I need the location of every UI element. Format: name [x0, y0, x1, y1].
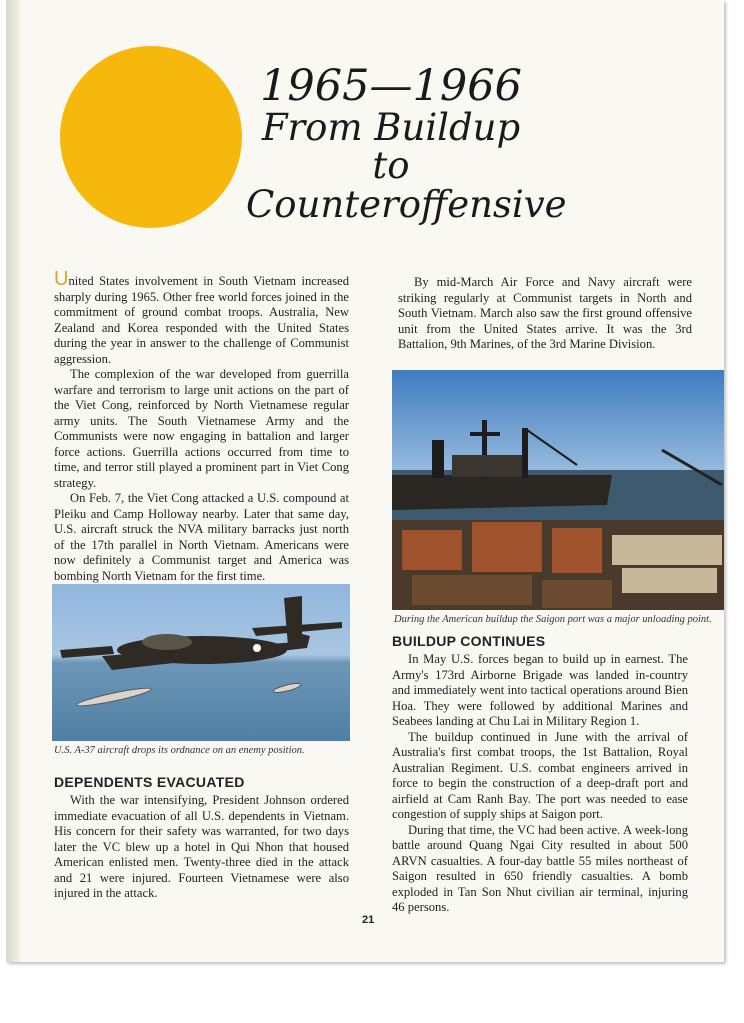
book-page: [6, 0, 724, 962]
title-years: 1965—1966: [260, 61, 522, 111]
heading-dependents-evacuated: DEPENDENTS EVACUATED: [54, 774, 245, 790]
heading-buildup-continues: BUILDUP CONTINUES: [392, 633, 546, 649]
paragraph-evacuation: With the war intensifying, President Johnson ordered immediate evacuation of all U.S. dependents in Vietnam. His concern for their safety was warranted, for two days later the VC blew up a hotel in Qui Nhon that housed American enlisted men. Twenty-three died in the attack and 21 were injured. Fourteen Vietnamese were also injured in the attack.: [54, 793, 349, 900]
title-line-1: From Buildup: [261, 105, 521, 149]
yellow-sun-circle: [60, 46, 242, 228]
title-line-3: Counteroffensive: [246, 182, 567, 226]
page-number: 21: [362, 914, 375, 926]
aircraft-photo-illustration: [52, 584, 350, 741]
intro-paragraph: [54, 268, 349, 367]
aircraft-photo: [52, 584, 350, 741]
saigon-port-illustration: [392, 370, 724, 610]
drop-cap: U: [54, 268, 69, 290]
paragraph-pleiku: On Feb. 7, the Viet Cong attacked a U.S. compound at Pleiku and Camp Holloway nearby. Later that same day, U.S. aircraft struck the NVA military barracks just north of the 17th parallel in North Vietnam. Americans were now definitely a Communist target and America was bombing North Vietnam for the first time.: [54, 491, 349, 583]
paragraph-may-buildup: In May U.S. forces began to build up in earnest. The Army's 173rd Airborne Brigade was landed in-country and immediately went into tactical operations around Bien Hoa. They were followed by additional Marines and Seabees landing at Chu Lai in Military Region 1.: [392, 652, 688, 728]
right-column-buildup: [392, 652, 688, 916]
page-spine-shadow: [6, 0, 20, 962]
paragraph-complexion: The complexion of the war developed from guerrilla warfare and terrorism to large unit actions on the part of the Viet Cong, reinforced by North Vietnamese regular army units. The South Vietnamese Army and the Communists were now engaging in battalion and larger force actions. Guerrilla actions occurred from time to time, and terror still played a prominent part in Viet Cong strategy.: [54, 367, 349, 490]
saigon-port-photo: [392, 370, 724, 610]
left-column-intro: [54, 268, 349, 584]
paragraph-mid-march: By mid-March Air Force and Navy aircraft were striking regularly at Communist targets in North and South Vietnam. March also saw the first ground offensive unit from the United States arrive. It was the 3rd Battalion, 9th Marines, of the 3rd Marine Division.: [398, 275, 692, 351]
title-line-2: to: [372, 144, 410, 188]
page-title: [246, 61, 567, 226]
aircraft-photo-caption: U.S. A-37 aircraft drops its ordnance on an enemy position.: [54, 745, 305, 756]
right-column-intro: [398, 275, 692, 353]
intro-text: nited States involvement in South Vietnam increased sharply during 1965. Other free world forces joined in the commitment of ground combat troops. Australia, New Zealand and Korea responded with the United States during the year in answer to the challenge of Communist aggression.: [54, 274, 349, 366]
paragraph-june-buildup: The buildup continued in June with the arrival of Australia's first combat troops, the 1st Battalion, Royal Australian Regiment. U.S. combat engineers arrived in force to begin the construction of a deep-draft port and airfield at Cam Ranh Bay. The port was needed to ease congestion of supply ships at Saigon port.: [392, 729, 688, 821]
paragraph-vc-active: During that time, the VC had been active. A week-long battle around Quang Ngai City resulted in about 500 ARVN casualties. A four-day battle 55 miles northeast of Saigon resulted in 650 friendly casualties. A bomb exploded in Tan Son Nhut civilian air terminal, injuring 46 persons.: [392, 822, 688, 914]
saigon-port-caption: During the American buildup the Saigon port was a major unloading point.: [394, 614, 712, 625]
left-column-dependents: [54, 793, 349, 902]
